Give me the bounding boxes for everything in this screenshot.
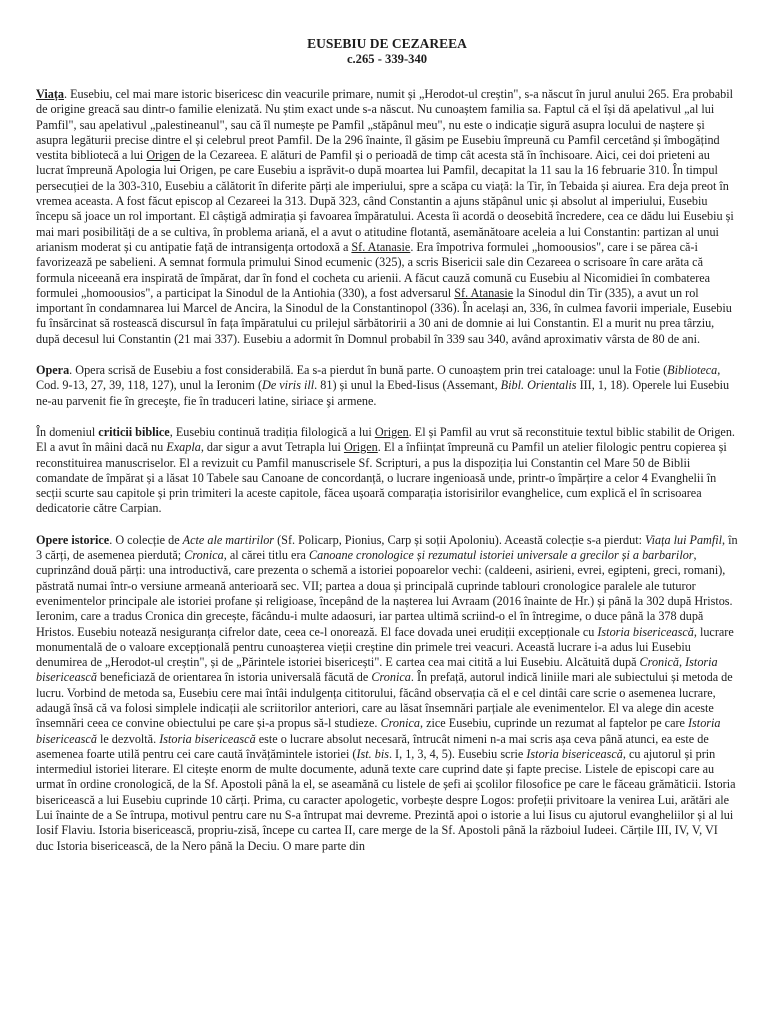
text-span: Acte ale martirilor <box>182 532 275 547</box>
text-span: Ist. bis <box>356 746 389 761</box>
text-span: . Eusebiu, cel mai mare istoric bisericesc din veacurile primare, numit și „Herodot-ul creștin", s-a născut în jurul anului 265. Era probabil de origine greacă sau dintr-o familie elenizată. Nu știm exact unde s-a născut. Nu cunoaștem familia sa. Faptul că el își dă apelativul „al lui Pamfil", sau apelativul „palestineanul", sau că îl numește pe Pamfil „stăpânul meu", nu este o indicație sigură asupra locului de naștere și asupra legăturii precise dintre el și celebrul preot Pamfil. De la 296 înainte, îl găsim pe Eusebiu împreună cu Pamfil cercetând și îmbogățind vestita bibliotecă a lui <box>36 87 733 163</box>
text-span: Sf. Atanasie <box>351 239 411 254</box>
text-span: Origen <box>146 148 181 163</box>
text-span: , al cărei titlu era <box>223 548 309 563</box>
text-span: , cuprinzând două părți: una introductivă, care prezenta o schemă a istoriei popoarelor vechi: (caldeeni, asirieni, evrei, egipteni, greci, romani), păstrată numai într-o versiune armeană anterioară sec. VII; partea a doua și principală cuprinde tablouri cronologice paralele ale tuturor evenimentelor principale ale istoriei profane și religioase, începând de la nașterea lui Avraam (2016 înainte de Hr.) și până la 302 după Hristos. Ieronim, care a tradus Cronica din grecește, făcându-i multe adaosuri, iar partea ultimă scriind-o el în întregime, o duce până la 378 după Hristos. Eusebiu notează nesiguranța cifrelor date, ceea ce-l onorează. El face dovada unei erudiții excepționale cu <box>36 548 733 639</box>
text-span: Cronică <box>639 655 680 670</box>
paragraph-viata <box>36 87 738 347</box>
text-span: este o lucrare absolut necesară, întrucât nimeni n-a mai scris așa ceva până atunci, ea este de asemenea foarte utilă pentru cei care caută învățămintele istoriei ( <box>36 731 709 761</box>
text-span: Cronica <box>184 548 224 563</box>
text-span: Cronica <box>380 716 420 731</box>
text-span: , <box>679 655 686 670</box>
text-span: Sf. Atanasie <box>454 285 514 300</box>
text-span: De viris ill <box>262 378 315 393</box>
text-span: . Opera scrisă de Eusebiu a fost considerabilă. Ea s-a pierdut în bună parte. O cunoaștem prin trei cataloage: unul la Fotie ( <box>69 363 668 378</box>
text-span: . 81) și unul la Ebed-Iisus (Assemant, <box>314 378 501 393</box>
document-title: EUSEBIU DE CEZAREEA <box>307 36 467 51</box>
text-span: Opere istorice <box>36 532 110 547</box>
text-span: la Sinodul din Tir (335), a avut un rol important în condamnarea lui Marcel de Ancira, la Sinodul de la Constantinopol (336). În același an, 336, în culmea favorii imperiale, Eusebiu fu însărcinat să rostească discursul în fața împăratului cu prilejul sărbătoririi a 30 ani de domnie ai lui Constantin. El a murit nu prea târziu, după decesul lui Constantin (21 mai 337). Eusebiu a adormit în Domnul probabil în 339 sau 340, având aproximativ vârsta de 80 de ani. <box>36 285 732 346</box>
text-span: . El a înființat împreună cu Pamfil un atelier filologic pentru copierea și reconstituirea manuscriselor. El a revizuit cu Pamfil manuscrisele Sf. Scripturi, a pus la dispoziția lui Constantin cel Mare 50 de Biblii comandate de împărat și a lăsat 10 Tabele sau Canoane de concordanță, o lucrare ingenioasă unde, printr-o împărțire a celor 4 Evanghelii în secții scurte sau capitole și prin trimiteri la aceste capitole, făcea ușoară comparația istorisirilor evanghelice, cum explică el în scrisoarea dedicatorie către Carpian. <box>36 440 727 516</box>
text-span: (Sf. Policarp, Pionius, Carp și soții Apoloniu). Această colecție s-a pierdut: <box>274 532 646 547</box>
text-span: de la Cezareea. E alături de Pamfil și o perioadă de timp cât acesta stă în închisoare. Aici, cei doi prieteni au lucrat împreună Apologia lui Origen, pe care Eusebiu a isprăvit-o după moartea lui Pamfil, decapitat la 11 sau la 16 februarie 310. În timpul persecuției de la 303-310, Eusebiu a călătorit în diferite părți ale imperiului, spre a scăpa cu viață: la Tir, în Tebaida și aiurea. Era deja preot în vremea aceasta. A fost făcut episcop al Cezareei la 313. După 323, când Constantin a ajuns stăpânul unic și absolut al imperiului, Eusebiu începu să joace un rol important. El câștigă admirația și favoarea împăratului. Acesta îi acordă o deosebită încredere, cea ce dădu lui Eusebiu și mai mari posibilități de a se cultiva, în problema ariană, el a avut o atitudine flotantă, asemănătoare aceleia a lui Constantin: partizan al unui arianism moderat și cu antipatie față de intransigența ortodoxă a <box>36 148 734 254</box>
paragraph-critica-biblica <box>36 425 738 517</box>
text-span: Istoria bisericească <box>597 624 694 639</box>
text-span: , Cod. 9-13, 27, 39, 118, 127), unul la Ieronim ( <box>36 363 721 393</box>
text-span: Opera <box>36 363 70 378</box>
text-span: , zice Eusebiu, cuprinde un rezumat al faptelor pe care <box>420 716 688 731</box>
text-span: . El și Pamfil au vrut să reconstituie textul biblic stabilit de Origen. El a avut în mâini dacă nu <box>36 424 735 455</box>
text-span: , Eusebiu continuă tradiția filologică a lui <box>169 424 375 439</box>
text-span: , în 3 cărți, de asemenea pierdută; <box>36 532 738 563</box>
text-span: , lucrare monumentală de o valoare excepțională pentru cunoașterea vieții creștine din primele trei veacuri. Această lucrare i-a adus lui Eusebiu denumirea de „Herodot-ul creștin", și de „Părintele istoriei bisericești". E cartea cea mai citită a lui Eusebiu. Alcătuită după <box>36 624 734 670</box>
text-span: . O colecție de <box>109 532 183 547</box>
text-span: Biblioteca <box>667 363 718 378</box>
text-span: Viața <box>36 87 64 101</box>
text-span: Istoria bisericească <box>159 731 256 746</box>
text-span: Viața lui Pamfil <box>645 532 723 547</box>
text-span: Istoria bisericească <box>36 655 718 685</box>
text-span: . Era împotriva formulei „homoousios", care i se părea că-i favorizează pe sabelieni. A semnat formula primului Sinod ecumenic (325), a scris Bisericii sale din Cezareea o scrisoare în care arăta că formula niceeană era inspirată de împărat, dar în fond el cocheta cu arienii. A făcut cauză comună cu Eusebiu al Nicomidiei în combaterea formulei „homoousios", a participat la Sinodul de la Antiohia (330), a fost adversarul <box>36 239 711 300</box>
text-span: . În prefață, autorul indică liniile mari ale subiectului și metoda de lucru. Vorbind de metoda sa, Eusebiu cere mai întâi indulgența cititorului, făcând observația că el e cel dintâi care scrie o asemenea lucrare, adaugă însă că va folosi simplele indicații ale scriitorilor anteriori, care au lăsat însemnări parțiale ale evenimentelor. El va alege din aceste însemnări ceea ce convine obiectului pe care și-a propus să-l studieze. <box>36 670 733 731</box>
text-span: Canoane cronologice și rezumatul istoriei universale a grecilor și a barbarilor <box>308 548 694 563</box>
text-span: III, 1, 18). Operele lui Eusebiu ne-au parvenit fie în greceşte, fie în traduceri latine, siriace şi armene. <box>36 378 730 408</box>
text-span: criticii biblice <box>98 424 170 439</box>
text-span: Bibl. Orientalis <box>500 378 577 393</box>
text-span: Origen <box>343 440 378 455</box>
text-span: , dar sigur a avut Tetrapla lui <box>200 440 344 455</box>
text-span: În domeniul <box>36 424 99 439</box>
text-span: Exapla <box>166 440 201 455</box>
text-span: Istoria bisericească <box>36 716 721 746</box>
text-span: Cronica <box>371 670 411 685</box>
text-span: le dezvoltă. <box>96 731 160 746</box>
paragraph-opera <box>36 363 738 409</box>
text-span: beneficiază de orientarea în istoria universală făcută de <box>96 670 372 685</box>
text-span: , cu ajutorul și prin intermediul istoriei literare. El citește enorm de multe documente, adună texte care cuprind date și fapte precise. Listele de episcopi care au urmat în ordine cronologică, de la Sf. Apostoli până la el, se aseamănă cu listele de șefi ai școlilor filosofice pe care le făceau grămăticii. Istoria bisericească a lui Eusebiu cuprinde 10 cărți. Prima, cu caracter apologetic, vorbește despre Logos: profeții privitoare la venirea Lui, arătări ale Lui înainte de a Se întrupa, motivul pentru care nu S-a întrupat mai devreme. Prezintă apoi o istorie a lui Iisus cu ajutorul evangheliilor și al lui Iosif Flaviu. Istoria bisericească, propriu-zisă, începe cu cartea II, care merge de la Sf. Apostoli până la războiul Iudeei. Cărțile III, IV, V, VI duc Istoria bisericească, de la Nero până la Deciu. O mare parte din <box>36 746 736 853</box>
document-dates: c.265 - 339-340 <box>346 52 428 66</box>
text-span: Istoria bisericească <box>526 746 623 761</box>
paragraph-opere-istorice <box>36 533 738 854</box>
text-span: . I, 1, 3, 4, 5). Eusebiu scrie <box>388 746 527 761</box>
text-span: Origen <box>374 424 409 439</box>
